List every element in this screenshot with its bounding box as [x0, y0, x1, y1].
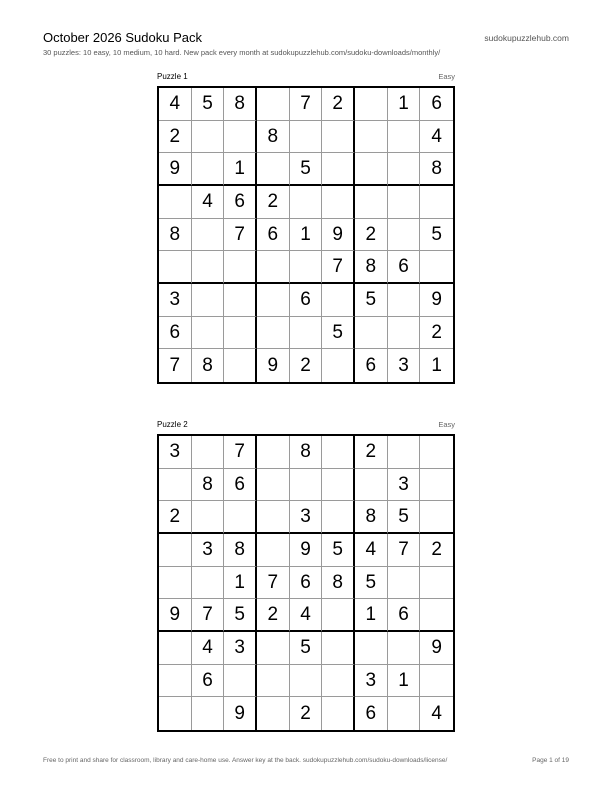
sudoku-cell[interactable]: 7: [224, 436, 257, 469]
sudoku-cell[interactable]: [192, 219, 225, 252]
sudoku-cell[interactable]: 5: [192, 88, 225, 121]
sudoku-cell[interactable]: [388, 219, 421, 252]
sudoku-cell[interactable]: [257, 632, 290, 665]
sudoku-cell[interactable]: 6: [224, 469, 257, 502]
sudoku-cell[interactable]: 3: [355, 665, 388, 698]
puzzle-title: Puzzle 1: [157, 72, 188, 81]
sudoku-cell[interactable]: 8: [355, 251, 388, 284]
sudoku-cell[interactable]: [290, 121, 323, 154]
sudoku-cell[interactable]: [224, 349, 257, 382]
sudoku-cell[interactable]: [257, 88, 290, 121]
sudoku-cell[interactable]: 2: [257, 599, 290, 632]
sudoku-cell[interactable]: [159, 469, 192, 502]
sudoku-cell[interactable]: [322, 186, 355, 219]
sudoku-cell[interactable]: [322, 697, 355, 730]
footer-note: Free to print and share for classroom, library and care-home use. Answer key at the back. sudokupuzzlehub.com/sudoku-downloads/license/: [43, 757, 448, 764]
sudoku-cell[interactable]: [420, 186, 453, 219]
sudoku-cell[interactable]: [224, 251, 257, 284]
sudoku-cell[interactable]: 5: [355, 284, 388, 317]
sudoku-cell[interactable]: [224, 284, 257, 317]
sudoku-cell[interactable]: [355, 153, 388, 186]
sudoku-cell[interactable]: 1: [355, 599, 388, 632]
sudoku-cell[interactable]: 2: [322, 88, 355, 121]
sudoku-cell[interactable]: 3: [224, 632, 257, 665]
sudoku-cell[interactable]: 5: [224, 599, 257, 632]
sudoku-cell[interactable]: [224, 317, 257, 350]
sudoku-cell[interactable]: 2: [355, 436, 388, 469]
sudoku-cell[interactable]: [192, 153, 225, 186]
sudoku-cell[interactable]: [290, 186, 323, 219]
sudoku-cell[interactable]: [420, 567, 453, 600]
document-subtitle: 30 puzzles: 10 easy, 10 medium, 10 hard. New pack every month at sudokupuzzlehub.com/sudoku-downloads/monthly/: [43, 48, 441, 57]
sudoku-cell[interactable]: [355, 186, 388, 219]
sudoku-cell[interactable]: [420, 436, 453, 469]
sudoku-cell[interactable]: [322, 665, 355, 698]
sudoku-cell[interactable]: [388, 697, 421, 730]
sudoku-cell[interactable]: [322, 469, 355, 502]
sudoku-cell[interactable]: [159, 186, 192, 219]
sudoku-cell[interactable]: 7: [192, 599, 225, 632]
sudoku-grid: [157, 434, 455, 732]
sudoku-cell[interactable]: 8: [420, 153, 453, 186]
sudoku-cell[interactable]: [388, 284, 421, 317]
sudoku-cell[interactable]: [257, 436, 290, 469]
sudoku-cell[interactable]: [257, 697, 290, 730]
sudoku-cell[interactable]: 4: [192, 632, 225, 665]
sudoku-cell[interactable]: [322, 599, 355, 632]
sudoku-cell[interactable]: 1: [388, 665, 421, 698]
sudoku-cell[interactable]: 6: [224, 186, 257, 219]
sudoku-cell[interactable]: 1: [224, 153, 257, 186]
sudoku-cell[interactable]: 7: [257, 567, 290, 600]
sudoku-cell[interactable]: [388, 567, 421, 600]
sudoku-cell[interactable]: [322, 501, 355, 534]
sudoku-cell[interactable]: [420, 501, 453, 534]
sudoku-cell[interactable]: [257, 469, 290, 502]
page-number: Page 1 of 19: [532, 757, 569, 764]
sudoku-cell[interactable]: 1: [431, 355, 442, 377]
sudoku-cell[interactable]: [159, 534, 192, 567]
sudoku-grid: [157, 86, 455, 384]
sudoku-cell[interactable]: 6: [420, 88, 453, 121]
sudoku-cell[interactable]: 4: [420, 121, 453, 154]
sudoku-cell[interactable]: 1: [224, 567, 257, 600]
sudoku-cell[interactable]: 5: [290, 153, 323, 186]
sudoku-cell[interactable]: [257, 153, 290, 186]
sudoku-cell[interactable]: 6: [355, 349, 388, 382]
sudoku-cell[interactable]: 3: [159, 436, 192, 469]
sudoku-cell[interactable]: 2: [420, 317, 453, 350]
sudoku-cell[interactable]: 2: [257, 186, 290, 219]
sudoku-cell[interactable]: 9: [290, 534, 323, 567]
sudoku-cell[interactable]: 7: [224, 219, 257, 252]
sudoku-cell[interactable]: 2: [355, 219, 388, 252]
sudoku-cell[interactable]: 2: [290, 697, 323, 730]
sudoku-cell[interactable]: 8: [192, 469, 225, 502]
sudoku-cell[interactable]: [355, 469, 388, 502]
puzzle-2: [157, 420, 455, 725]
sudoku-cell[interactable]: [159, 251, 192, 284]
sudoku-cell[interactable]: 5: [388, 501, 421, 534]
document-title: October 2026 Sudoku Pack: [43, 30, 202, 45]
sudoku-cell[interactable]: 9: [159, 153, 192, 186]
sudoku-cell[interactable]: 1: [388, 88, 421, 121]
sudoku-cell[interactable]: [192, 436, 225, 469]
sudoku-cell[interactable]: [290, 469, 323, 502]
sudoku-cell[interactable]: [159, 632, 192, 665]
sudoku-cell[interactable]: 3: [290, 501, 323, 534]
sudoku-cell[interactable]: 6: [388, 251, 421, 284]
sudoku-cell[interactable]: 6: [159, 317, 192, 350]
puzzle-header: [157, 420, 455, 434]
sudoku-cell[interactable]: 3: [159, 284, 192, 317]
sudoku-cell[interactable]: 8: [290, 436, 323, 469]
sudoku-cell[interactable]: 7: [322, 251, 355, 284]
sudoku-cell[interactable]: [322, 284, 355, 317]
sudoku-cell[interactable]: [420, 599, 453, 632]
sudoku-cell[interactable]: 9: [322, 219, 355, 252]
sudoku-cell[interactable]: 5: [355, 567, 388, 600]
sudoku-cell[interactable]: 7: [388, 534, 421, 567]
sudoku-cell[interactable]: 9: [420, 284, 453, 317]
sudoku-cell[interactable]: [355, 88, 388, 121]
site-name: sudokupuzzlehub.com: [484, 33, 569, 43]
sudoku-cell[interactable]: [322, 121, 355, 154]
sudoku-cell[interactable]: [159, 665, 192, 698]
sudoku-cell[interactable]: [159, 567, 192, 600]
sudoku-cell[interactable]: [257, 251, 290, 284]
sudoku-cell[interactable]: [388, 632, 421, 665]
sudoku-cell[interactable]: [420, 469, 453, 502]
sudoku-cell[interactable]: 2: [420, 534, 453, 567]
sudoku-cell[interactable]: 1: [290, 219, 323, 252]
sudoku-cell[interactable]: [322, 349, 355, 382]
sudoku-cell[interactable]: [290, 665, 323, 698]
sudoku-cell[interactable]: [388, 436, 421, 469]
sudoku-cell[interactable]: [420, 251, 453, 284]
sudoku-cell[interactable]: [322, 632, 355, 665]
sudoku-cell[interactable]: 6: [290, 284, 323, 317]
sudoku-cell[interactable]: [192, 697, 225, 730]
puzzle-1: [157, 72, 455, 377]
puzzle-title: Puzzle 2: [157, 420, 188, 429]
sudoku-cell[interactable]: 5: [322, 317, 355, 350]
sudoku-cell[interactable]: 6: [290, 567, 323, 600]
sudoku-cell[interactable]: 8: [224, 88, 257, 121]
sudoku-cell[interactable]: [159, 697, 192, 730]
sudoku-cell[interactable]: [290, 317, 323, 350]
sudoku-cell[interactable]: [224, 121, 257, 154]
sudoku-cell[interactable]: 3: [388, 469, 421, 502]
sudoku-cell[interactable]: [192, 317, 225, 350]
sudoku-cell[interactable]: [257, 665, 290, 698]
sudoku-cell[interactable]: 4: [290, 599, 323, 632]
sudoku-cell[interactable]: 8: [355, 501, 388, 534]
sudoku-cell[interactable]: [257, 501, 290, 534]
sudoku-cell[interactable]: [420, 665, 453, 698]
sudoku-cell[interactable]: 4: [431, 703, 442, 725]
sudoku-cell[interactable]: [257, 284, 290, 317]
sudoku-cell[interactable]: [192, 284, 225, 317]
sudoku-cell[interactable]: 5: [322, 534, 355, 567]
sudoku-cell[interactable]: 6: [257, 219, 290, 252]
sudoku-cell[interactable]: [355, 121, 388, 154]
sudoku-cell[interactable]: 4: [355, 534, 388, 567]
sudoku-cell[interactable]: 8: [159, 219, 192, 252]
sudoku-cell[interactable]: 6: [388, 599, 421, 632]
sudoku-cell[interactable]: 6: [192, 665, 225, 698]
sudoku-cell[interactable]: [322, 153, 355, 186]
sudoku-cell[interactable]: 7: [290, 88, 323, 121]
sudoku-cell[interactable]: [290, 251, 323, 284]
sudoku-cell[interactable]: [388, 153, 421, 186]
sudoku-cell[interactable]: [257, 317, 290, 350]
sudoku-cell[interactable]: 6: [355, 697, 388, 730]
sudoku-cell[interactable]: 4: [192, 186, 225, 219]
sudoku-cell[interactable]: [224, 501, 257, 534]
sudoku-cell[interactable]: 9: [420, 632, 453, 665]
sudoku-cell[interactable]: 2: [290, 349, 323, 382]
sudoku-cell[interactable]: [322, 436, 355, 469]
sudoku-cell[interactable]: 9: [159, 599, 192, 632]
sudoku-cell[interactable]: 5: [420, 219, 453, 252]
sudoku-cell[interactable]: [388, 121, 421, 154]
sudoku-cell[interactable]: 9: [224, 697, 257, 730]
puzzle-header: [157, 72, 455, 86]
sudoku-cell[interactable]: [224, 665, 257, 698]
sudoku-cell[interactable]: [257, 534, 290, 567]
sudoku-cell[interactable]: [192, 501, 225, 534]
sudoku-cell[interactable]: 8: [192, 349, 225, 382]
sudoku-cell[interactable]: [192, 567, 225, 600]
sudoku-cell[interactable]: 4: [159, 88, 192, 121]
sudoku-cell[interactable]: 2: [159, 501, 192, 534]
sudoku-cell[interactable]: 2: [159, 121, 192, 154]
sudoku-cell[interactable]: 7: [159, 349, 192, 382]
sudoku-cell[interactable]: [355, 632, 388, 665]
sudoku-cell[interactable]: [192, 251, 225, 284]
sudoku-cell[interactable]: 3: [192, 534, 225, 567]
sudoku-cell[interactable]: [388, 317, 421, 350]
sudoku-cell[interactable]: [192, 121, 225, 154]
sudoku-cell[interactable]: 8: [257, 121, 290, 154]
difficulty-label: Easy: [438, 420, 455, 429]
sudoku-cell[interactable]: [388, 186, 421, 219]
sudoku-cell[interactable]: 3: [388, 349, 421, 382]
sudoku-cell[interactable]: 8: [322, 567, 355, 600]
sudoku-cell[interactable]: 5: [290, 632, 323, 665]
sudoku-cell[interactable]: [355, 317, 388, 350]
sudoku-cell[interactable]: 9: [257, 349, 290, 382]
difficulty-label: Easy: [438, 72, 455, 81]
sudoku-cell[interactable]: 8: [224, 534, 257, 567]
